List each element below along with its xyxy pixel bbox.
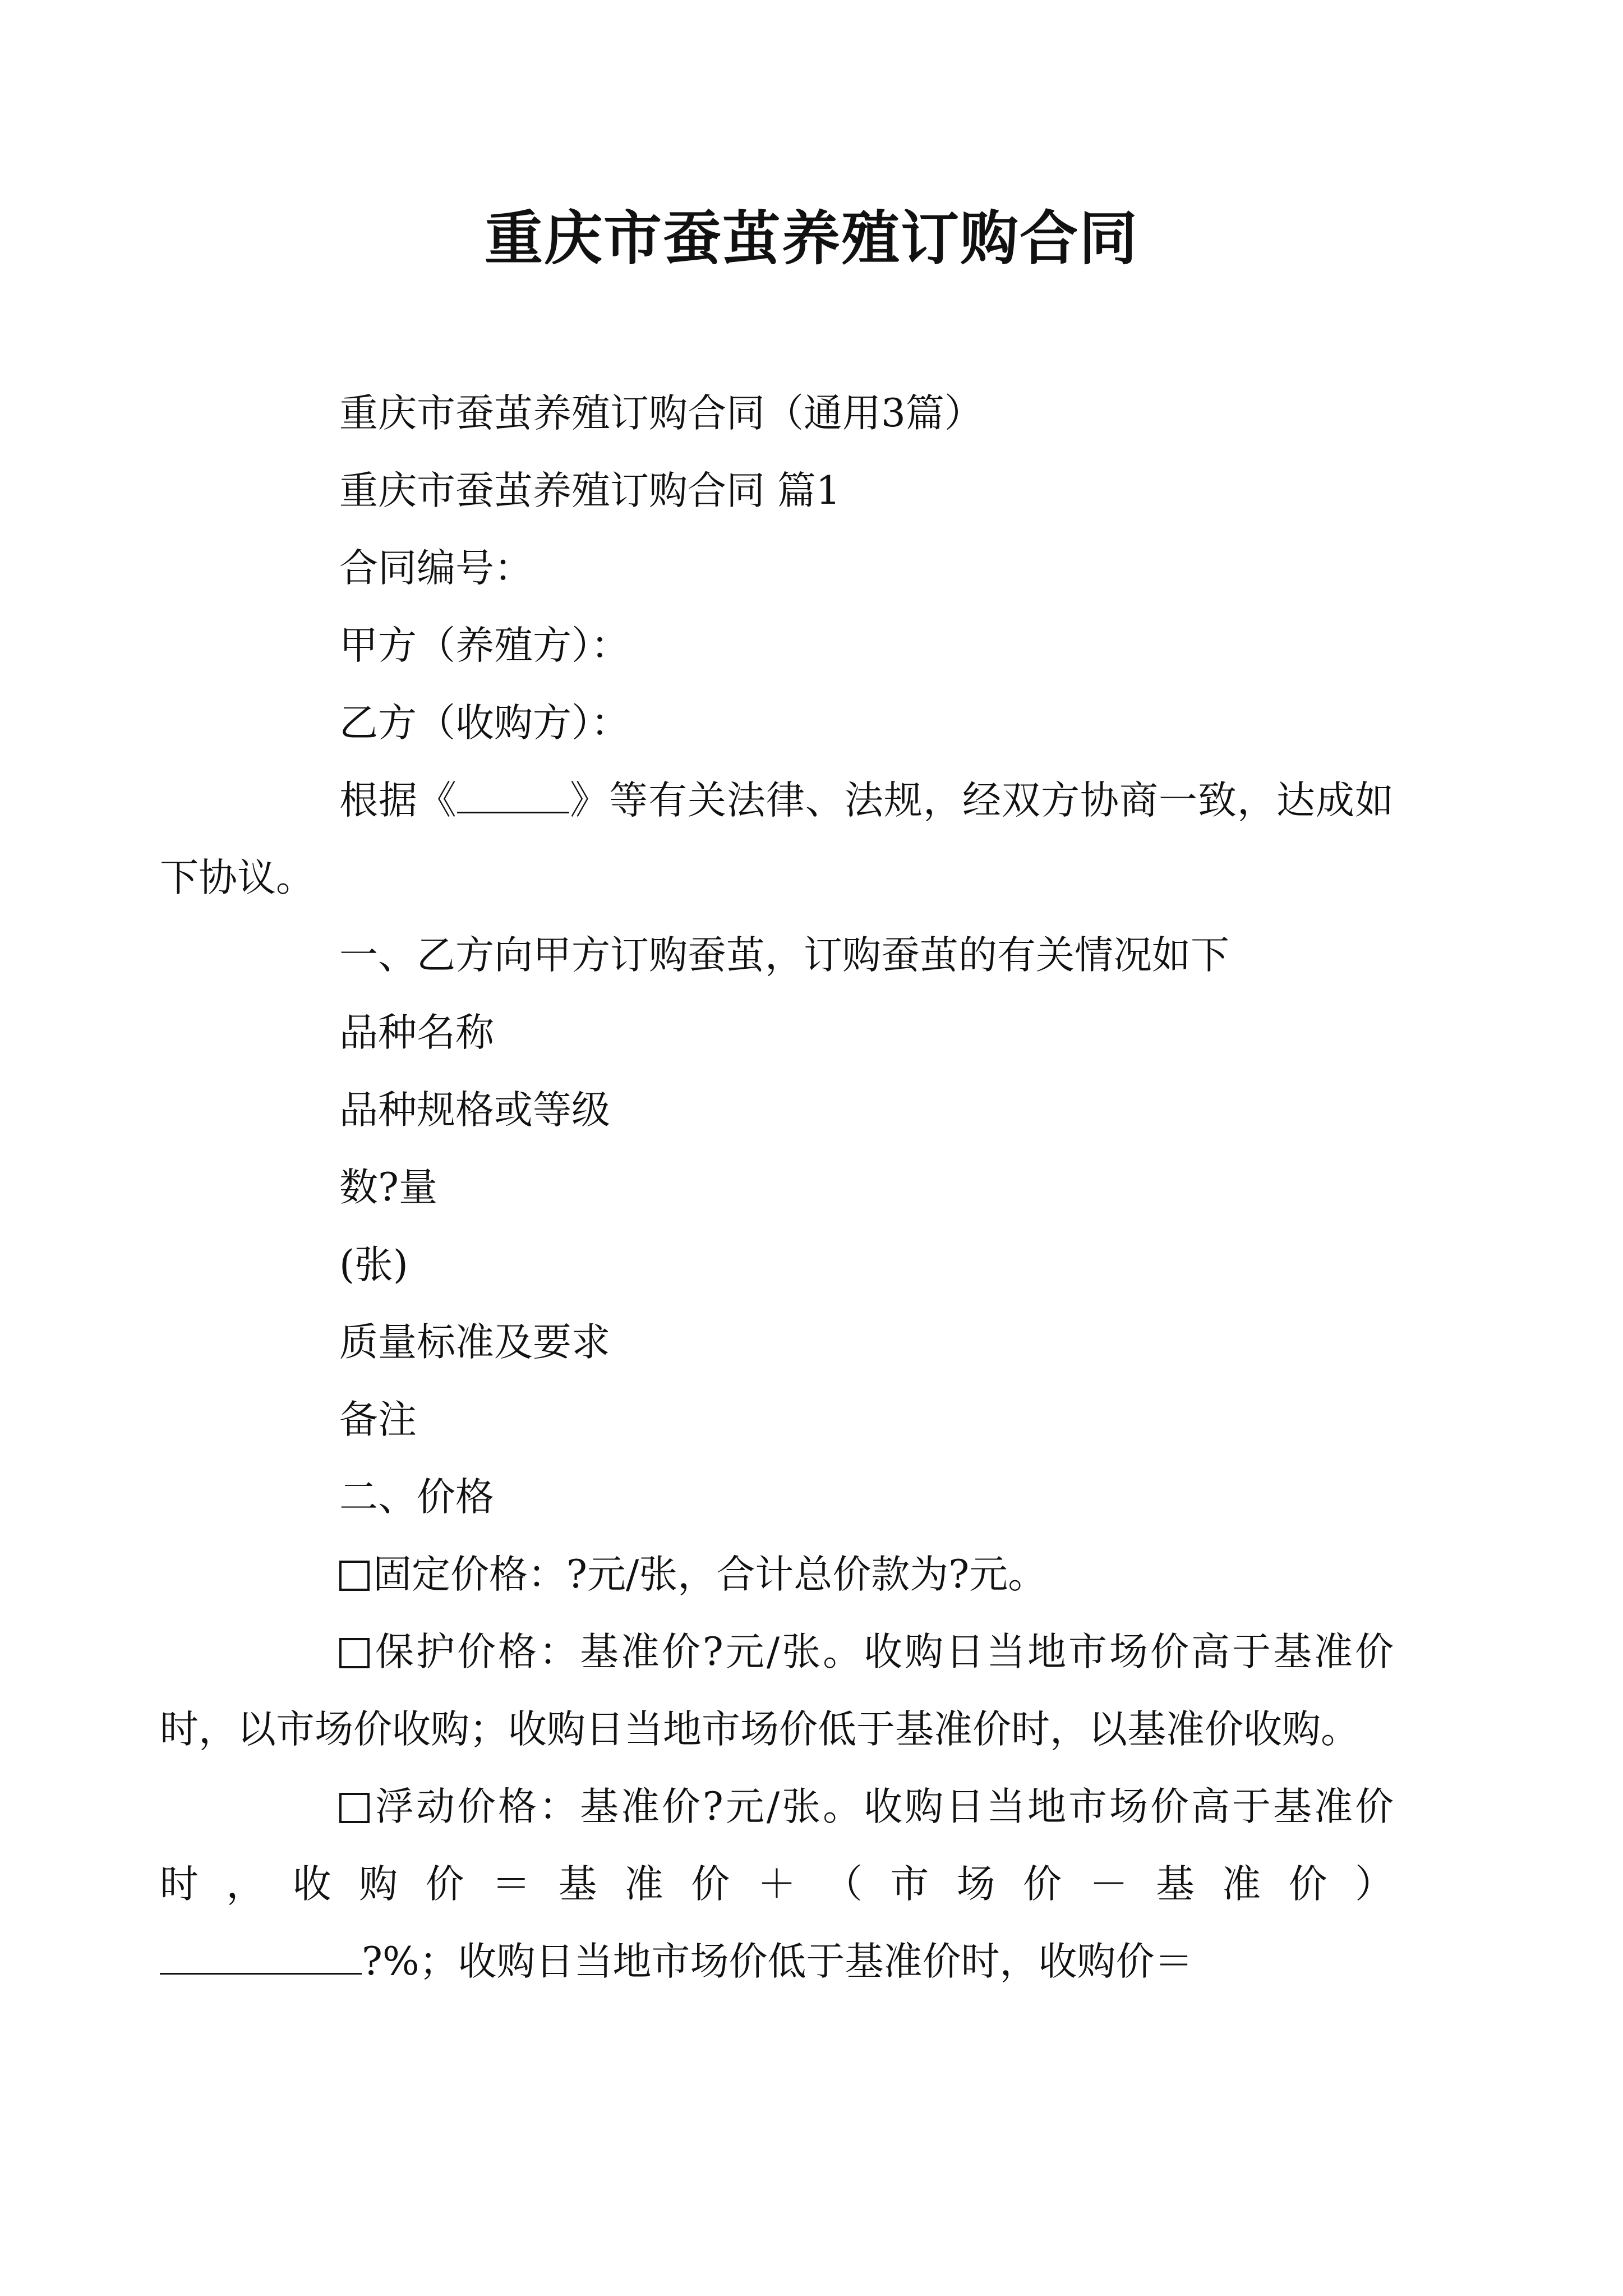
- floating-price-checkbox[interactable]: [339, 1793, 370, 1823]
- paragraph-party-a: 甲方（养殖方）：: [339, 623, 630, 668]
- paragraph-remarks: 备注: [339, 1397, 417, 1442]
- paragraph-variety-spec: 品种规格或等级: [339, 1088, 610, 1133]
- protected-price-checkbox[interactable]: [339, 1638, 370, 1668]
- document-title: 重庆市蚕茧养殖订购合同: [484, 204, 1138, 273]
- legal-basis-end: 》等有关法律、法规，经双方协商一致，达成如下协议。: [160, 778, 1394, 900]
- floating-price-text-cont: ?%；收购日当地市场价低于基准价时，收购价＝: [362, 1939, 1193, 1984]
- paragraph-clause-one: 一、乙方向甲方订购蚕茧，订购蚕茧的有关情况如下: [339, 933, 1229, 978]
- paragraph-contract-number: 合同编号：: [339, 546, 533, 591]
- paragraph-unit: (张): [339, 1243, 408, 1287]
- paragraph-quantity: 数?量: [339, 1165, 437, 1210]
- paragraph-fixed-price: [250, 1536, 1394, 1613]
- paragraph-quality-standard: 质量标准及要求: [339, 1320, 610, 1365]
- paragraph-party-b: 乙方（收购方）：: [339, 701, 630, 746]
- paragraph-protected-price: [160, 1613, 1394, 1768]
- paragraph-floating-price-cont: [160, 1923, 1394, 2000]
- floating-price-text: 浮动价格：基准价?元/张。收购日当地市场价高于基准价时，收购价＝基准价＋（市场价－基准价）: [160, 1784, 1394, 1907]
- document-body: [160, 375, 1394, 2000]
- paragraph-section-heading: 重庆市蚕茧养殖订购合同 篇1: [339, 468, 841, 513]
- paragraph-floating-price: [160, 1768, 1394, 1923]
- paragraph-clause-two: 二、价格: [339, 1475, 494, 1520]
- paragraph-variety-name: 品种名称: [339, 1010, 494, 1055]
- fixed-price-text: 固定价格：?元/张，合计总价款为?元。: [373, 1552, 1047, 1597]
- fixed-price-checkbox[interactable]: [339, 1561, 370, 1591]
- paragraph-legal-basis: [160, 762, 1394, 917]
- protected-price-text: 保护价格：基准价?元/张。收购日当地市场价高于基准价时，以市场价收购；收购日当地市场价低于基准价时，以基准价收购。: [160, 1630, 1394, 1752]
- percentage-blank: [160, 1936, 362, 1975]
- law-name-blank: [457, 775, 569, 813]
- paragraph-subtitle: 重庆市蚕茧养殖订购合同（通用3篇）: [339, 391, 983, 436]
- legal-basis-start: 根据《: [339, 778, 457, 823]
